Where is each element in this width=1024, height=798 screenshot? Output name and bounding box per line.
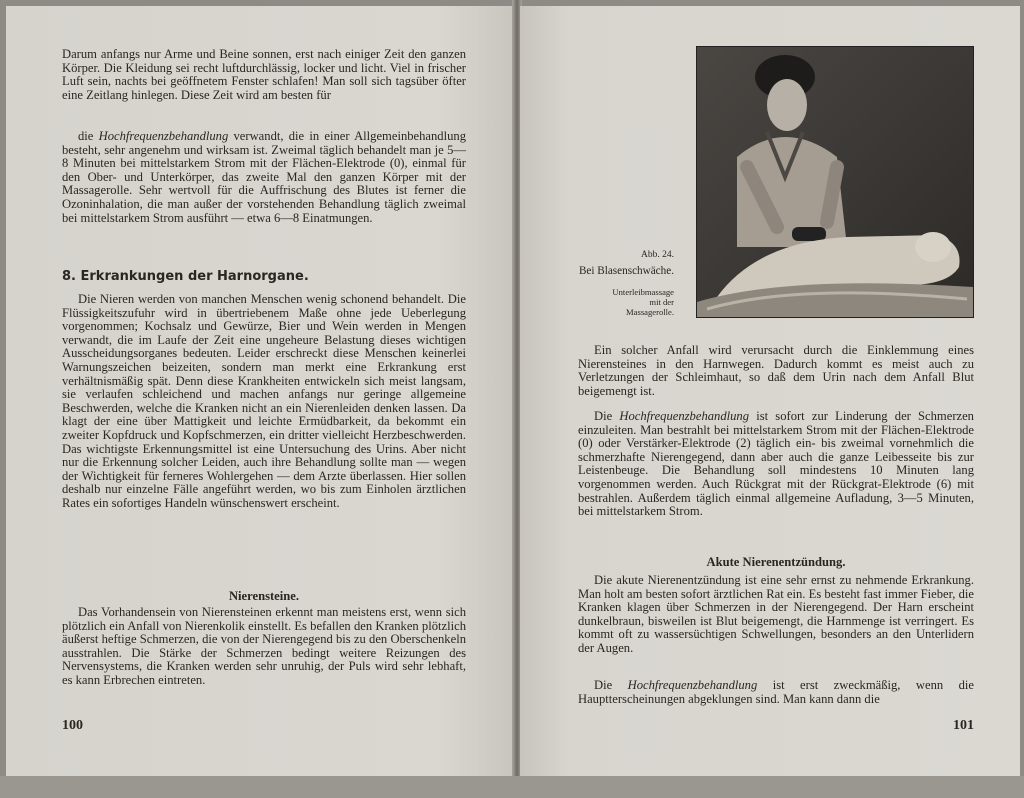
figure-subcaption	[612, 287, 674, 318]
text-run: Die	[594, 678, 628, 692]
photo-illustration	[697, 47, 973, 317]
emphasis-term: Hochfrequenzbehandlung	[619, 409, 750, 423]
paragraph-hochfrequenz-2	[578, 410, 974, 519]
section-heading: 8. Erkrankungen der Harnorgane.	[62, 269, 309, 284]
emphasis-term: Hochfrequenzbehandlung	[627, 678, 758, 692]
text-run: Die	[594, 409, 620, 423]
page-number-right: 101	[953, 718, 974, 733]
figure-subcaption-line: Massagerolle.	[626, 307, 674, 318]
paragraph-hochfrequenz	[62, 130, 466, 225]
subheading-nierensteine: Nierensteine.	[228, 589, 300, 603]
paragraph-akute: Die akute Nierenentzündung ist eine sehr ernst zu nehmende Erkrankung. Man holt am besten sofort ärztlichen Rat ein. Es besteht fast immer Fieber, die Kranken klagen über Schmerzen in der Nierengegend. Der Harn erscheint dunkelbraun, bisweilen ist Blut beigemengt, die Harnmenge ist verringert. Es kommt oft zu wassersüchtigen Schwellungen, besonders an den Unterlidern der Augen.	[578, 573, 974, 655]
figure-number: Abb. 24.	[641, 250, 674, 260]
paragraph-nierensteine: Das Vorhandensein von Nierensteinen erkennt man meistens erst, wenn sich plötzlich ein Anfall von Nierenkolik einstellt. Es befallen den Kranken plötzlich äußerst heftige Schmerzen, die von der Nierengegend bis zu den Oberschenkeln ausstrahlen. Die Stärke der Schmerzen bedingt weitere Reizungen des Nervensystems, die Kranken werden sehr unruhig, der Puls wird sehr lebhaft, es kann Erbrechen eintreten.	[62, 605, 466, 687]
subheading-akute: Akute Nierenentzündung.	[706, 555, 846, 569]
page-bottom-edge	[0, 776, 1024, 798]
figure-caption: Bei Blasenschwäche.	[578, 265, 674, 277]
text-run: verwandt, die in einer Allgemeinbehandlung besteht, sehr angenehm und wirksam ist. Zweimal täglich behandelt man je 5—8 Minuten bei mittelstarkem Strom mit der Flächen-Elektrode (0), einmal für den Ober- und Unterkörper, das zweite Mal den ganzen Körper mit der Massagerolle. Sehr wertvoll für die Auffrischung des Blutes ist ferner die Ozoninhalation, die man außer der vorstehenden Behandlung täglich zweimal bei mittelstarkem Strom ausführt — etwa 6—8 Einatmungen.	[62, 129, 466, 225]
left-page	[6, 6, 514, 776]
figure-subcaption-line: Unterleibmassage	[612, 287, 674, 297]
figure-subcaption-line: mit der	[649, 297, 674, 308]
paragraph-hochfrequenz-3	[578, 679, 974, 706]
page-number-left: 100	[62, 718, 83, 733]
figure-photo	[696, 46, 974, 318]
text-run: ist erst zweckmäßig, wenn die Hauptterscheinungen abgeklungen sind. Man kann dann die	[578, 678, 974, 706]
paragraph-nieren: Die Nieren werden von manchen Menschen wenig schonend behandelt. Die Flüssigkeitszufuhr wird in übertriebenem Maße ohne jede Ueberlegung vorgenommen; Kochsalz und Gewürze, Bier und Wein werden in Mengen verwandt, die im Laufe der Zeit eine ungeheure Belastung dieses wichtigen Ausscheidungsorganes bedeuten. Leider erschreckt diese Menschen keinerlei Warnungszeichen beizeiten, sondern man merkt eine Erkrankung erst verhältnismäßig spät. Denn diese Krankheiten entwickeln sich meist langsam, sie verlaufen schleichend und machen anfangs nur geringe allgemeine Beschwerden, welche die Kranken nicht an ein Nierenleiden denken lassen. Da klagt der eine über Mattigkeit und leichte Ermüdbarkeit, da bekommt ein zweiter Kopfdruck und Kopfschmerzen, ein dritter vielleicht Herzbeschwerden. Das wichtigste Erkennungsmittel ist eine Untersuchung des Urins. Aber nicht nur die Erkennung solcher Leiden, auch ihre Behandlung sollte man — wegen der Wichtigkeit für ferneres Wohlergehen — dem Arzte überlassen. Hier sollen deshalb nur einzelne Fälle angeführt werden, wo bis zum Einholen ärztlichen Rates ein sofortiges Handeln wünschenswert erscheint.	[62, 292, 466, 510]
right-page	[520, 6, 1020, 776]
paragraph-anfall: Ein solcher Anfall wird verursacht durch die Einklemmung eines Nierensteines in den Harnwegen. Dadurch kommt es meist auch zu Verletzungen der Schleimhaut, so daß dem Urin nach dem Anfall Blut beigemengt ist.	[578, 343, 974, 398]
text-run: ist sofort zur Linderung der Schmerzen einzuleiten. Man bestrahlt bei mittelstarkem Strom mit der Flächen-Elektrode (0) oder Verstärker-Elektrode (2) täglich ein- bis zweimal vornehmlich die schmerzhafte Nierengegend, dann aber auch die ganze Leibesseite bis zur Leistenbeuge. Die Behandlung soll mindestens 10 Minuten lang vorgenommen werden. Auch Rückgrat mit der Rückgrat-Elektrode (6) mit bestrahlen. Außerdem täglich einmal allgemeine Aufladung, 3—5 Minuten, bei mittelstarkem Strom.	[578, 409, 974, 519]
emphasis-term: Hochfrequenzbehandlung	[98, 129, 229, 143]
text-run: die	[78, 129, 99, 143]
paragraph-intro: Darum anfangs nur Arme und Beine sonnen, erst nach einiger Zeit den ganzen Körper. Die Kleidung sei recht luftdurchlässig, locker und licht. Viel in frischer Luft sein, nachts bei geöffnetem Fenster schlafen! Man soll sich tagsüber öfter eine Zeitlang hinlegen. Diese Zeit wird am besten für	[62, 47, 466, 102]
